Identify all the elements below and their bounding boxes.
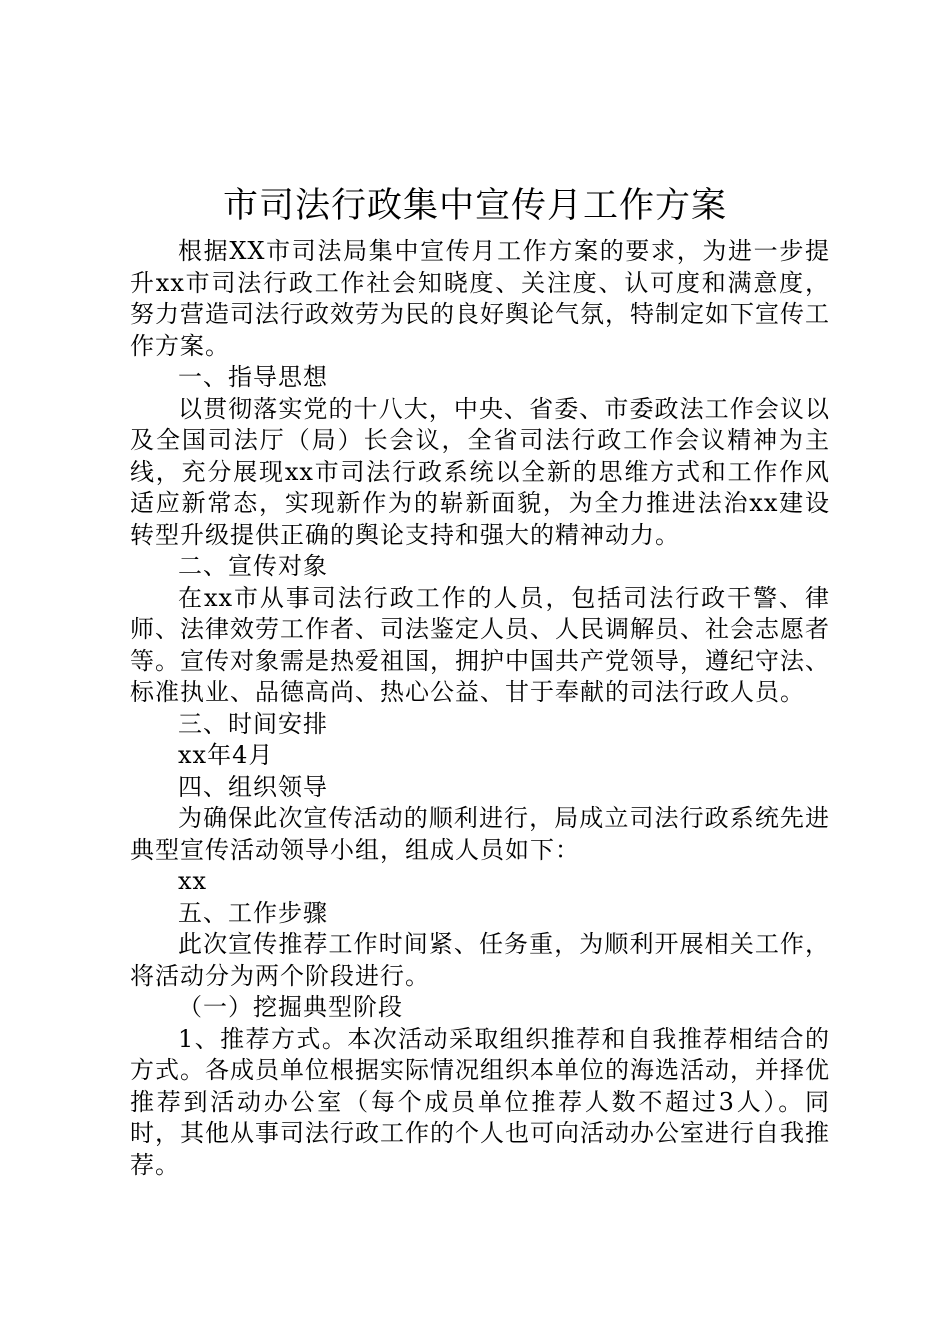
subsection-heading-discovery-stage: （一）挖掘典型阶段: [178, 993, 403, 1021]
section-heading-guiding-ideology: 一、指导思想: [178, 363, 328, 391]
work-steps-paragraph: 此次宣传推荐工作时间紧、任务重，为顺利开展相关工作，将活动分为两个阶段进行。: [130, 930, 830, 990]
publicity-targets-paragraph: 在xx市从事司法行政工作的人员，包括司法行政干警、律师、法律效劳工作者、司法鉴定人员、人民调解员、社会志愿者等。宣传对象需是热爱祖国，拥护中国共产党领导，遵纪守法、标准执业、品德高尚、热心公益、甘于奉献的司法行政人员。: [130, 583, 830, 706]
guiding-ideology-paragraph: 以贯彻落实党的十八大，中央、省委、市委政法工作会议以及全国司法厅（局）长会议，全省司法行政工作会议精神为主线，充分展现xx市司法行政系统以全新的思维方式和工作作风适应新常态，实现新作为的崭新面貌，为全力推进法治xx建设转型升级提供正确的舆论支持和强大的精神动力。: [130, 394, 830, 549]
recommendation-method-paragraph: 1、推荐方式。本次活动采取组织推荐和自我推荐相结合的方式。各成员单位根据实际情况组织本单位的海选活动，并择优推荐到活动办公室（每个成员单位推荐人数不超过3人）。同时，其他从事司法行政工作的个人也可向活动办公室进行自我推荐。: [130, 1024, 830, 1179]
section-heading-organization: 四、组织领导: [178, 772, 328, 801]
section-heading-publicity-targets: 二、宣传对象: [178, 552, 328, 580]
document-title: 市司法行政集中宣传月工作方案: [222, 186, 727, 226]
section-heading-schedule: 三、时间安排: [178, 709, 328, 738]
intro-paragraph: 根据XX市司法局集中宣传月工作方案的要求，为进一步提升xx市司法行政工作社会知晓度、关注度、认可度和满意度，努力营造司法行政效劳为民的良好舆论气氛，特制定如下宣传工作方案。: [130, 237, 830, 360]
document-body: [130, 236, 830, 1181]
organization-members-paragraph: xx: [178, 867, 208, 895]
organization-paragraph: 为确保此次宣传活动的顺利进行，局成立司法行政系统先进典型宣传活动领导小组，组成人员如下：: [130, 804, 830, 864]
section-heading-work-steps: 五、工作步骤: [178, 898, 328, 927]
schedule-paragraph: xx年4月: [178, 741, 274, 769]
